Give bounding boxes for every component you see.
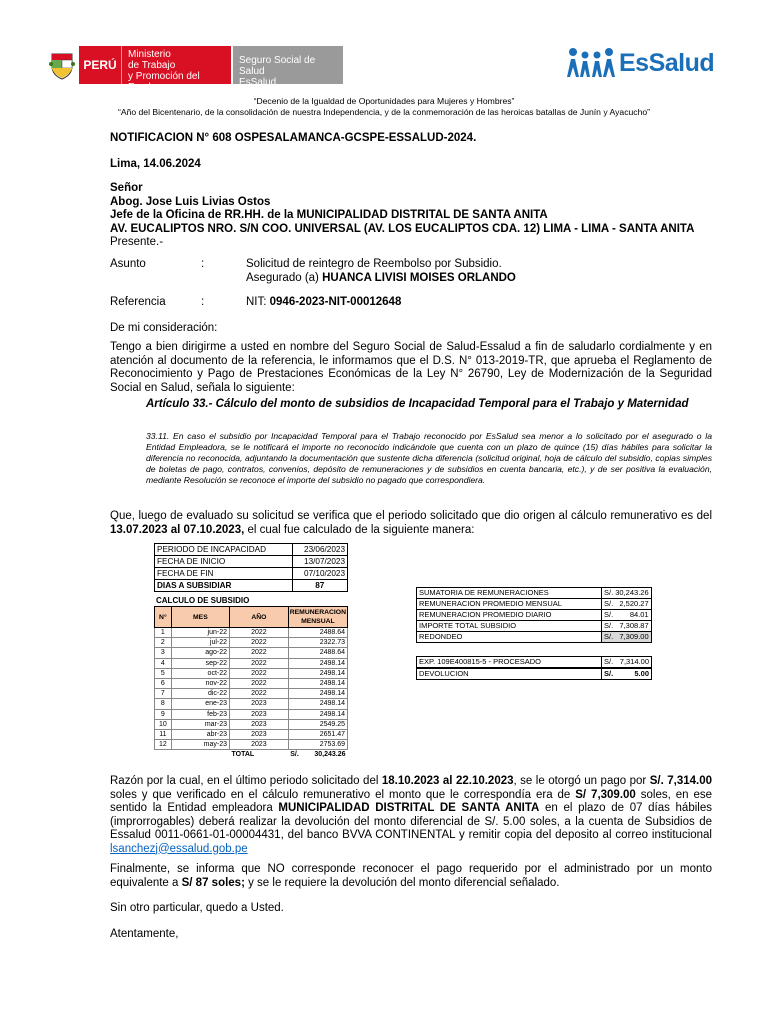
recipient-presente: Presente.-: [110, 236, 164, 248]
devolucion-table: [416, 656, 652, 680]
calculo-cell: 2022: [230, 638, 289, 648]
calculo-header-anio: AÑO: [230, 607, 289, 628]
asunto-label: Asunto: [110, 258, 146, 270]
periodo-label: FECHA DE FIN: [155, 568, 293, 580]
resumen-value: S/. 7,308.87: [602, 621, 652, 632]
calculo-row: [155, 658, 348, 668]
calculo-title: CALCULO DE SUBSIDIO: [156, 596, 250, 605]
seguro-social-label: Seguro Social de Salud EsSalud: [233, 46, 343, 84]
calculo-cell: ago-22: [171, 648, 229, 658]
calculo-cell: 2753.69: [288, 740, 347, 750]
recipient-block: [110, 182, 694, 250]
calculo-cell: 2498.14: [288, 699, 347, 709]
calculo-row: [155, 699, 348, 709]
calculo-cell: abr-23: [171, 730, 229, 740]
resumen-table: [416, 587, 652, 643]
calculo-total-currency: S/.: [290, 751, 299, 759]
devolucion-value: [602, 668, 652, 680]
periodo-row: [155, 568, 348, 580]
calculo-row: [155, 628, 348, 638]
calculo-cell: 6: [155, 679, 172, 689]
periodo-value: 23/06/2023: [292, 544, 347, 556]
devolucion-amount: 5.00: [634, 669, 649, 678]
calculo-cell: 1: [155, 628, 172, 638]
resumen-row: [417, 610, 652, 621]
resumen-row: [417, 599, 652, 610]
calculo-row: [155, 730, 348, 740]
resumen-value: S/. 2,520.27: [602, 599, 652, 610]
calculo-cell: 12: [155, 740, 172, 750]
calculo-cell: 2: [155, 638, 172, 648]
resumen-label: REMUNERACION PROMEDIO MENSUAL: [417, 599, 602, 610]
resumen-value: S/. 30,243.26: [602, 588, 652, 599]
calculo-cell: 2022: [230, 648, 289, 658]
asunto-value: Solicitud de reintegro de Reembolso por Subsidio. Asegurado (a) HUANCA LIVISI MOISES ORLANDO: [246, 258, 516, 284]
asunto-colon: :: [201, 258, 205, 270]
calculo-cell: 2651.47: [288, 730, 347, 740]
resumen-label: REDONDEO: [417, 632, 602, 643]
periodo-value: 07/10/2023: [292, 568, 347, 580]
calculo-row: [155, 638, 348, 648]
devolucion-label: EXP. 109E400815-5 - PROCESADO: [417, 657, 602, 669]
calculo-cell: 9: [155, 709, 172, 719]
resumen-label: SUMATORIA DE REMUNERACIONES: [417, 588, 602, 599]
motto-decenio: “Decenio de la Igualdad de Oportunidades para Mujeres y Hombres”: [253, 96, 515, 106]
motto-anio: “Año del Bicentenario, de la consolidación de nuestra Independencia, y de la conmemoración de las heroicas batallas de Junín y Ayacucho”: [117, 107, 651, 117]
calculo-cell: jun-22: [171, 628, 229, 638]
calculo-cell: 11: [155, 730, 172, 740]
calculo-cell: 2022: [230, 628, 289, 638]
calculo-cell: 2498.14: [288, 689, 347, 699]
calculo-cell: 2498.14: [288, 658, 347, 668]
closing-signoff: Atentamente,: [110, 928, 179, 940]
periodo-row: [155, 580, 348, 592]
calculo-cell: 2022: [230, 668, 289, 678]
devolucion-value: [602, 657, 652, 669]
devolucion-row: [417, 657, 652, 669]
calculo-cell: 2488.64: [288, 628, 347, 638]
calculo-row: [155, 679, 348, 689]
calculo-header-mes: MES: [171, 607, 229, 628]
resumen-row: [417, 588, 652, 599]
periodo-table: [154, 543, 348, 592]
email-link[interactable]: lsanchezj@essalud.gob.pe: [110, 842, 248, 855]
asegurado-name: HUANCA LIVISI MOISES ORLANDO: [322, 271, 516, 284]
periodo-label: PERIODO DE INCAPACIDAD: [155, 544, 293, 556]
calculo-cell: 2023: [230, 699, 289, 709]
calculo-total-value: [288, 750, 347, 760]
calculo-total-label: TOTAL: [230, 750, 289, 760]
article-text: 33.11. En caso el subsidio por Incapacidad Temporal para el Trabajo reconocido por EsSalud sea menor a lo solicitado por el asegurado o la Entidad Empleadora, se le notificará el importe no reconocido indicándole que cuenta con un plazo de quince (15) días hábiles para solicitar la diferencia no reconocida, adjuntando la documentación que sustente dicha diferencia (solicitud original, hoja de cálculo del subsidio, copias simples de boletas de pago, contratos, convenios, depósito de remuneraciones y de subsidios en cuenta bancaria, etc.), y de ser positiva la evaluación, mediante Resolución se reconoce el importe del subsidio no pagado que correspondiera.: [146, 431, 712, 485]
devolucion-currency: S/.: [604, 669, 614, 678]
calculo-row: [155, 719, 348, 729]
calculo-cell: 2023: [230, 719, 289, 729]
calculo-cell: 2498.14: [288, 668, 347, 678]
resumen-row: [417, 621, 652, 632]
calculo-cell: may-23: [171, 740, 229, 750]
calculo-cell: 4: [155, 658, 172, 668]
periodo-row: [155, 544, 348, 556]
resumen-row: [417, 632, 652, 643]
coat-of-arms-icon: [45, 46, 79, 84]
recipient-salutation: Señor: [110, 182, 143, 194]
devolucion-label: DEVOLUCION: [417, 668, 602, 680]
notice-date: Lima, 14.06.2024: [110, 158, 201, 170]
calculo-cell: mar-23: [171, 719, 229, 729]
calculo-cell: 2023: [230, 730, 289, 740]
calculo-row: [155, 648, 348, 658]
resumen-value: S/. 84.01: [602, 610, 652, 621]
paragraph-devolucion: Razón por la cual, en el último periodo solicitado del 18.10.2023 al 22.10.2023, se le otorgó un pago por S/. 7,314.00 soles y que verificado en el cálculo remunerativo el monto que le correspondía era de S/ 7,309.00 soles, en ese sentido la Entidad empleadora MUNICIPALIDAD DISTRITAL DE SANTA ANITA en el plazo de 07 días hábiles (improrrogables) deberá realizar la devolución del monto diferencial de S/. 5.00 soles, a la cuenta de Subsidios de Essalud 0011-0661-01-00004431, del banco BVVA CONTINENTAL y remitir copia del deposito al correo institucional lsanchezj@essalud.gob.pe: [110, 775, 713, 855]
calculo-table: [154, 606, 348, 760]
calculo-cell: 7: [155, 689, 172, 699]
peru-label: PERÚ: [79, 46, 121, 84]
resumen-label: REMUNERACION PROMEDIO DIARIO: [417, 610, 602, 621]
periodo-label: DIAS A SUBSIDIAR: [155, 580, 293, 592]
ministerio-label: Ministerio de Trabajo y Promoción del Empleo: [121, 46, 231, 84]
calculo-cell: 2498.14: [288, 679, 347, 689]
essalud-wordmark: EsSalud: [619, 48, 715, 77]
calculo-cell: 2322.73: [288, 638, 347, 648]
devolucion-amount: 7,314.00: [619, 657, 649, 666]
calculo-row: [155, 689, 348, 699]
calculo-cell: 2498.14: [288, 709, 347, 719]
essalud-logo: [565, 45, 715, 81]
family-icon: [565, 47, 617, 79]
calculo-cell: 8: [155, 699, 172, 709]
referencia-colon: :: [201, 296, 205, 308]
calculo-cell: sep-22: [171, 658, 229, 668]
calculo-cell: 3: [155, 648, 172, 658]
calculo-cell: feb-23: [171, 709, 229, 719]
paragraph-final: Finalmente, se informa que NO corresponde reconocer el pago requerido por el administrado por un monto equivalente a S/ 87 soles; y se le requiere la devolución del monto diferencial señalado.: [110, 863, 712, 889]
devolucion-currency: S/.: [604, 657, 614, 666]
calculo-cell: dic-22: [171, 689, 229, 699]
calculo-total-amount: 30,243.26: [314, 751, 346, 759]
notice-number: NOTIFICACION N° 608 OSPESALAMANCA-GCSPE-ESSALUD-2024.: [110, 132, 477, 144]
calculo-cell: oct-22: [171, 668, 229, 678]
calculo-cell: 2488.64: [288, 648, 347, 658]
periodo-label: FECHA DE INICIO: [155, 556, 293, 568]
calculo-cell: 2549.25: [288, 719, 347, 729]
calculo-header-n: N°: [155, 607, 172, 628]
calculo-header-remuneracion: REMUNERACION MENSUAL: [288, 607, 347, 628]
referencia-value: NIT: 0946-2023-NIT-00012648: [246, 296, 402, 308]
calculo-cell: jul-22: [171, 638, 229, 648]
resumen-label: IMPORTE TOTAL SUBSIDIO: [417, 621, 602, 632]
peru-government-logo: [45, 46, 343, 93]
calculo-cell: 10: [155, 719, 172, 729]
calculo-total-row: [155, 750, 348, 760]
article-title: Artículo 33.- Cálculo del monto de subsidios de Incapacidad Temporal para el Trabajo y Maternidad: [146, 398, 689, 410]
paragraph-intro: Tengo a bien dirigirme a usted en nombre del Seguro Social de Salud-Essalud a fin de saludarlo cordialmente y en atención al documento de la referencia, le informamos que el D.S. N° 013-2019-TR, que aprueba el Reglamento de Reconocimiento y Pago de Prestaciones Económicas de la Ley N° 26790, Ley de Modernización de la Seguridad Social en Salud, señala lo siguiente:: [110, 341, 712, 394]
calculo-row: [155, 740, 348, 750]
calculo-cell: ene-23: [171, 699, 229, 709]
calculo-cell: 5: [155, 668, 172, 678]
periodo-value: 13/07/2023: [292, 556, 347, 568]
resumen-value: S/. 7,309.00: [602, 632, 652, 643]
referencia-label: Referencia: [110, 296, 166, 308]
calculo-cell: 2022: [230, 679, 289, 689]
calculo-row: [155, 709, 348, 719]
calculo-cell: 2023: [230, 709, 289, 719]
paragraph-periodo: Que, luego de evaluado su solicitud se verifica que el periodo solicitado que dio origen al cálculo remunerativo es del 13.07.2023 al 07.10.2023, el cual fue calculado de la siguiente manera:: [110, 510, 712, 536]
recipient-name: Abog. Jose Luis Livias Ostos: [110, 195, 271, 208]
recipient-address: AV. EUCALIPTOS NRO. S/N COO. UNIVERSAL (AV. LOS EUCALIPTOS CDA. 12) LIMA - LIMA - SANTA ANITA: [110, 222, 695, 235]
calculo-cell: 2022: [230, 658, 289, 668]
calculo-row: [155, 668, 348, 678]
periodo-value: 87: [292, 580, 347, 592]
greeting: De mi consideración:: [110, 322, 218, 334]
periodo-row: [155, 556, 348, 568]
calculo-cell: nov-22: [171, 679, 229, 689]
closing-line: Sin otro particular, quedo a Usted.: [110, 902, 284, 914]
recipient-position: Jefe de la Oficina de RR.HH. de la MUNICIPALIDAD DISTRITAL DE SANTA ANITA: [110, 209, 548, 221]
calculo-cell: 2022: [230, 689, 289, 699]
devolucion-row: [417, 668, 652, 680]
calculo-cell: 2023: [230, 740, 289, 750]
